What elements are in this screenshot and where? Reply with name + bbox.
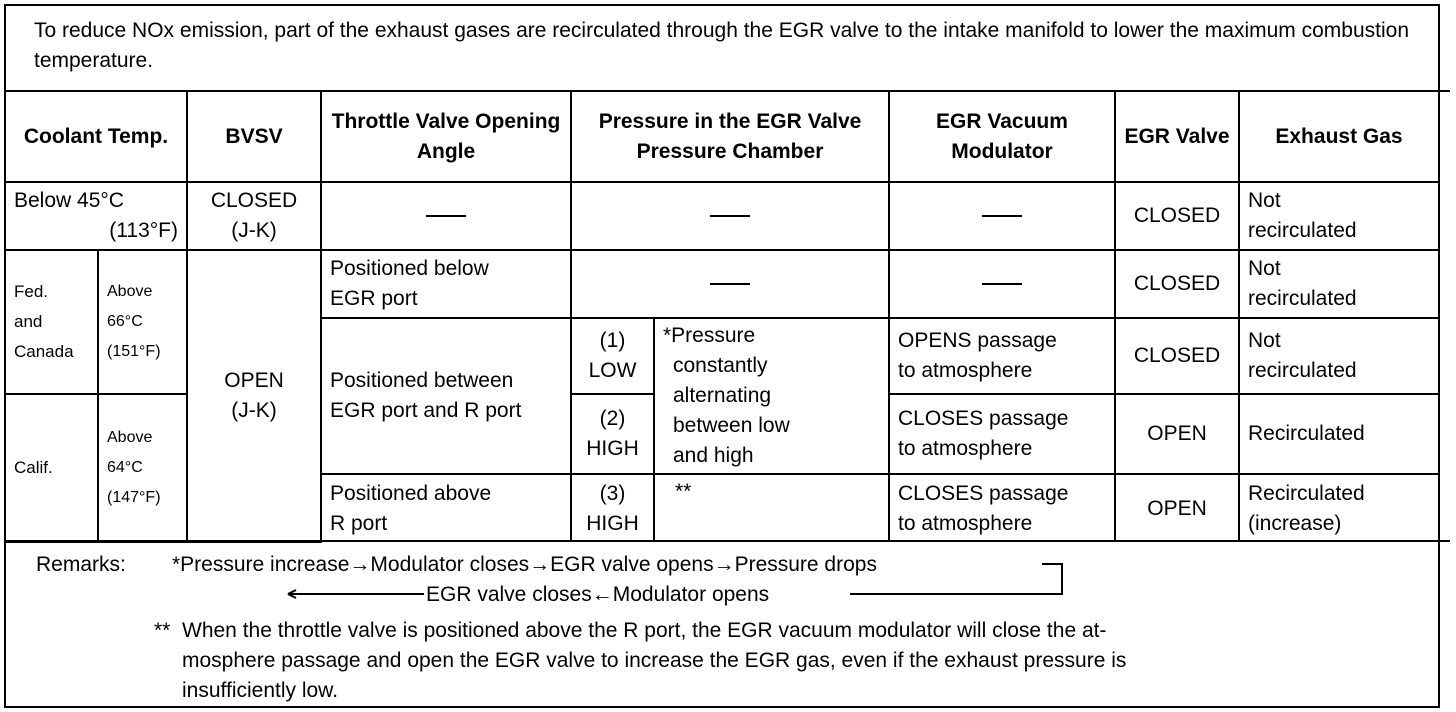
throttle-na	[321, 182, 571, 250]
exhaust-line1: Not	[1248, 329, 1281, 352]
bvsv-open-line1: OPEN	[224, 369, 284, 392]
exhaust-recirculated-increase	[1239, 474, 1438, 542]
remarks-cycle-line2: EGR valve closes←Modulator opens	[426, 583, 770, 606]
header-egr-valve: EGR Valve	[1115, 92, 1239, 182]
remarks-note-marker: **	[154, 619, 171, 642]
pressure-level-3-text: HIGH	[586, 511, 639, 535]
egr-operation-table	[6, 92, 1438, 543]
coolant-below-line2: (113°F)	[109, 219, 178, 242]
coolant-below	[6, 182, 187, 250]
modulator-line1: CLOSES passage	[898, 481, 1069, 505]
note-line5: and high	[673, 444, 754, 467]
modulator-na	[889, 182, 1115, 250]
egr-valve-closed: CLOSED	[1115, 182, 1239, 250]
exhaust-line2: recirculated	[1248, 219, 1357, 242]
remarks-divider	[6, 540, 1450, 542]
not-applicable-dash	[426, 215, 466, 217]
throttle-below-egr-port	[321, 250, 571, 318]
note-line2: constantly	[673, 354, 768, 377]
modulator-line2: to atmosphere	[898, 437, 1033, 460]
modulator-line1: OPENS passage	[898, 329, 1057, 352]
temp-fed-line2: 66°C	[107, 313, 143, 330]
egr-valve-closed: CLOSED	[1115, 250, 1239, 318]
header-throttle: Throttle Valve Opening Angle	[321, 92, 571, 182]
remarks-note-line1: When the throttle valve is positioned above the R port, the EGR vacuum modulator will close the at-	[182, 619, 1107, 642]
region-fed-canada	[6, 250, 98, 394]
remarks-cycle-line1: *Pressure increase→Modulator closes→EGR valve opens→Pressure drops	[172, 553, 877, 576]
not-applicable-dash	[982, 215, 1022, 217]
region-fed-line1: Fed.	[14, 282, 49, 301]
not-applicable-dash	[982, 283, 1022, 285]
egr-valve-open: OPEN	[1115, 394, 1239, 474]
egr-valve-open: OPEN	[1115, 474, 1239, 542]
pressure-level-1-num: (1)	[599, 329, 626, 352]
exhaust-not-recirculated	[1239, 318, 1438, 394]
exhaust-line1: Not	[1248, 257, 1281, 280]
pressure-level-1	[571, 318, 654, 394]
exhaust-line2: recirculated	[1248, 359, 1357, 382]
pressure-level-2	[571, 394, 654, 474]
modulator-line2: to atmosphere	[898, 511, 1033, 535]
coolant-below-line1: Below 45°C	[14, 189, 124, 212]
temp-fed-line1: Above	[107, 283, 153, 300]
bvsv-closed-line2: (J-K)	[231, 219, 277, 242]
temp-calif-line1: Above	[107, 429, 153, 446]
pressure-level-3	[571, 474, 654, 542]
modulator-opens	[889, 318, 1115, 394]
pressure-level-3-num: (3)	[599, 481, 626, 505]
not-applicable-dash	[710, 215, 750, 217]
row-below-45c	[6, 182, 1438, 250]
throttle-line2: R port	[330, 511, 388, 535]
note-line4: between low	[673, 414, 790, 437]
exhaust-line1: Recirculated	[1248, 481, 1365, 505]
pressure-na	[571, 250, 889, 318]
exhaust-recirculated: Recirculated	[1239, 394, 1438, 474]
not-applicable-dash	[710, 283, 750, 285]
throttle-line1: Positioned above	[330, 481, 492, 505]
temp-fed-canada	[98, 250, 187, 394]
bvsv-closed-line1: CLOSED	[210, 189, 298, 212]
egr-valve-closed: CLOSED	[1115, 318, 1239, 394]
remarks-note-line2: mosphere passage and open the EGR valve to increase the EGR gas, even if the exhaust pressure is	[182, 649, 1127, 672]
temp-fed-line3: (151°F)	[107, 343, 161, 360]
header-pressure: Pressure in the EGR Valve Pressure Chamber	[571, 92, 889, 182]
remarks-label: Remarks:	[36, 553, 126, 576]
pressure-alternating-note	[654, 318, 889, 474]
pressure-level-2-num: (2)	[599, 407, 626, 430]
modulator-na	[889, 250, 1115, 318]
region-calif: Calif.	[6, 394, 98, 542]
exhaust-line2: (increase)	[1248, 511, 1342, 535]
region-fed-line3: Canada	[14, 342, 74, 361]
modulator-line1: CLOSES passage	[898, 407, 1069, 430]
throttle-line1: Positioned between	[330, 369, 514, 392]
bvsv-closed	[187, 182, 321, 250]
header-modulator: EGR Vacuum Modulator	[889, 92, 1115, 182]
return-path-right	[850, 564, 1062, 594]
modulator-closes	[889, 394, 1115, 474]
temp-calif-line3: (147°F)	[107, 489, 161, 506]
header-exhaust-gas: Exhaust Gas	[1239, 92, 1438, 182]
bvsv-open	[187, 250, 321, 542]
throttle-above-r-port	[321, 474, 571, 542]
pressure-note-ref: **	[654, 474, 889, 542]
modulator-closes	[889, 474, 1115, 542]
region-fed-line2: and	[14, 312, 43, 331]
pressure-na	[571, 182, 889, 250]
note-line3: alternating	[673, 384, 772, 407]
header-coolant-temp: Coolant Temp.	[6, 92, 187, 182]
throttle-line2: EGR port	[330, 287, 418, 310]
throttle-line1: Positioned below	[330, 257, 489, 280]
throttle-line2: EGR port and R port	[330, 399, 522, 422]
cycle-return-arrows	[36, 550, 1116, 610]
exhaust-line2: recirculated	[1248, 287, 1357, 310]
throttle-between	[321, 318, 571, 474]
temp-calif-line2: 64°C	[107, 459, 143, 476]
bvsv-open-line2: (J-K)	[231, 399, 277, 422]
remarks-note-line3: insufficiently low.	[182, 679, 339, 702]
pressure-level-1-text: LOW	[588, 359, 637, 382]
exhaust-line1: Not	[1248, 189, 1281, 212]
row-below-egr-port	[6, 250, 1438, 318]
modulator-line2: to atmosphere	[898, 359, 1033, 382]
exhaust-not-recirculated	[1239, 250, 1438, 318]
note-line1: *Pressure	[663, 324, 756, 347]
exhaust-not-recirculated	[1239, 182, 1438, 250]
temp-calif	[98, 394, 187, 542]
pressure-level-2-text: HIGH	[586, 437, 639, 460]
header-row	[6, 92, 1438, 182]
intro-paragraph: To reduce NOx emission, part of the exhaust gases are recirculated through the EGR valve to the intake manifold to lower the maximum combustion temperature.	[34, 19, 1410, 72]
header-bvsv: BVSV	[187, 92, 321, 182]
